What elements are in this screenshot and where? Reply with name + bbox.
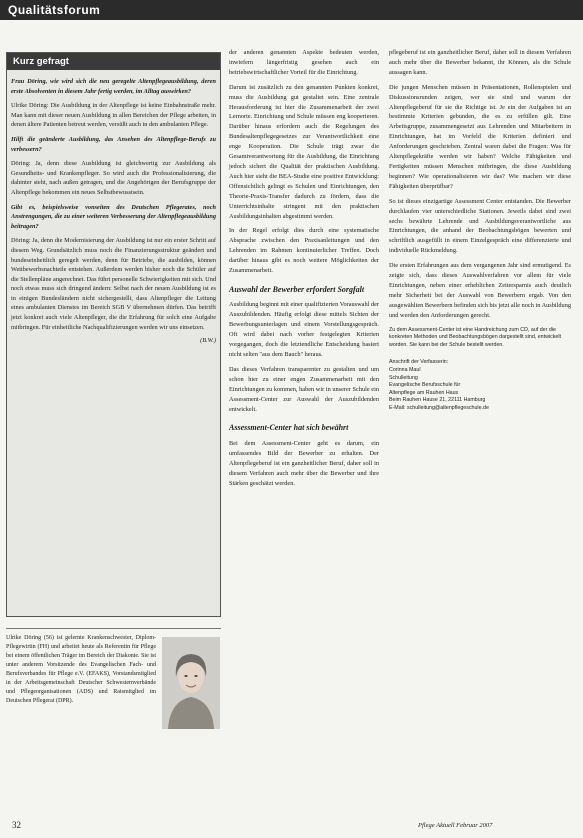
address-line: Evangelische Berufsschule für [389, 382, 461, 389]
paragraph: In der Regel erfolgt dies durch eine systematische Absprache zwischen den Praxisanleitungen und den Lehrenden im Rahmen kontinuierlicher Treffen. Doch darüber hinaus gibt es noch weitere Möglichkeiten der Zusammenarbeit. [229, 227, 379, 275]
interview-answer: Döring: Ja, denn die Modernisierung der Ausbildung ist nur ein erster Schritt auf diesem Weg. Grundsätzlich muss noch die Finanzierungsstruktur geändert und bundeseinheitlich geregelt werden, denn für Betriebe, die ausbilden, können Wettbewerbsnachteile entstehen. Außerdem werden bisher noch die Schüler auf die Stellenpläne angerechnet. Das führt personelle Schwierigkeiten mit sich. Und noch etwas muss sich dringend ändern: Selbst nach der neuen Ausbildung ist es in einigen Bundesländern nicht sichergestellt, dass Altenpfleger die Leitung eines ambulanten Dienstes im Bereich SGB V übernehmen dürfen. Das betrifft jetzt konkret auch viele Altenpfleger, die die Erfahrung für solch eine Aufgabe mitbringen. Für einheitliche Nachqualifizierungen werden wir uns einsetzen. [11, 237, 216, 331]
interview-answer: Döring: Ja, denn diese Ausbildung ist gleichwertig zur Ausbildung als Gesundheits- und Krankenpfleger. So wird auch die Professionalisierung, die dahinter steht, nach außen getragen, und die Angehörigen der Berufsgruppe der Altenpflege bekommen ein neues Selbstbewusstsein. [11, 160, 216, 196]
interview-box [6, 52, 221, 617]
interview-signature: (B.W.) [200, 337, 216, 345]
address-line: Schulleitung [389, 374, 418, 381]
paragraph: Die jungen Menschen müssen in Präsentationen, Rollenspielen und Diskussionsrunden zeigen, wer sie sind und warum der Altenpflegeberuf für sie die Richtige ist. Je ein der Aufgaben ist an bestimmte Kriterien gebunden, die es zu erfüllen gilt. Eine Arbeitsgruppe, zusammengesetzt aus Lehrenden und Mitarbeitern in Einrichtungen, hat im Vorfeld die Kriterien definiert und Anforderungen geschrieben. Zentral waren dabei die Fragen: Was für Altenpflegekräfte werden wir haben? Welche Fähigkeiten und Fertigkeiten müssen Menschen mitbringen, die diese Ausbildung beginnen? Wie operationalisieren wir das? Wie machen wir diese Fähigkeiten überprüfbar? [389, 83, 571, 190]
address-line: Beim Rauhen Hause 21, 22111 Hamburg [389, 397, 486, 404]
bio-text: Ulrike Döring (56) ist gelernte Krankenschwester, Diplom-Pflegewirtin (FH) und arbeitet heute als Referentin für Pflege bei einem öffentlichen Träger im Bereich der Diakonie. Sie ist unter anderem Vorsitzende des Evangelischen Fach- und Berufsverbandes für Pflege e.V. (EFAKS), Vorstandsmitglied in der Arbeitsgemeinschaft Deutscher Schwesternverbände und Pflegeorganisationen (ADS) und Ratsmitglied im Deutschen Pflegerat (DPR). [6, 635, 156, 704]
paragraph: Darum ist zusätzlich zu den genannten Punkten konkret, muss die Ausbildung gut gestaltet sein. Eine zentrale Herausforderung ist hier die Zusammenarbeit der zwei Lernorte. Einrichtung und Schule müssen eng kooperieren. Darüber hinaus erfordern auch die Regelungen des Bundesaltenpflegegesetzes zur Verantwortlichkeit eine enge Kooperation. Die Schule trägt zwar die Gesamtverantwortung für die Ausbildung, die Einrichtung jedoch sichert die Qualität der praktischen Ausbildung. Auch hier sieht die BEA-Studie eine positive Entwicklung: Offensichtlich gelingt es Schulen und Einrichtungen, den Theorie-Praxis-Transfer dadurch zu fördern, dass die Unterrichtsinhalte stringent mit den praktischen Ausbildungsinhalten abgestimmt werden. [229, 83, 379, 220]
section-header [0, 0, 583, 20]
author-bio [6, 628, 221, 811]
page-number: 32 [12, 820, 21, 830]
paragraph: der anderen genannten Aspekte bedeuten werden, inwiefern längerfristig gesehen auch ein betriebswirtschaftlicher Vorteil für die Einrichtung. [229, 49, 379, 76]
paragraph: Das dieses Verfahren transparenter zu gestalten und um schon hier zu einer engen Zusammenarbeit mit den Einrichtungen zu kommen, haben wir in unserer Schule ein Assessment-Center zur Auswahl der Auszubildenden entwickelt. [229, 365, 379, 413]
address-line: E-Mail: schulleitung@altenpflegeschule.de [389, 404, 489, 411]
column-2 [229, 48, 379, 493]
paragraph: pflegeberuf ist ein ganzheitlicher Beruf, daher soll in diesem Verfahren auch mehr über die Bewerber bekannt, ihr Können, als die Schule aussagen kann. [389, 49, 571, 76]
publication-name: Pflege Aktuell Februar 2007 [418, 822, 493, 829]
paragraph: Ausbildung beginnt mit einer qualifizierten Vorauswahl der Auszubildenden. Häufig erfolgt diese mittels Sichten der Bewerbungsunterlagen und einem Vorstellungsgespräch. Oft wird dabei nach vorher festgelegten Kriterien vorgegangen, doch die letztendliche Entscheidung basiert nicht selten "aus dem Bauch" heraus. [229, 301, 379, 358]
handout-note: Zu dem Assessment-Center ist eine Handreichung zum CD, auf der die konkreten Methoden und Beobachtungsbögen dargestellt sind, entwickelt worden. Sie kann bei der Schule bestellt werden. [389, 326, 561, 348]
column-3 [389, 48, 571, 413]
subheading: Assessment-Center hat sich bewährt [229, 423, 349, 433]
portrait-photo [162, 637, 220, 729]
interview-heading: Kurz gefragt [7, 53, 220, 70]
author-address [389, 359, 571, 412]
interview-question: Hilft die geänderte Ausbildung, das Ansehen des Altenpflege-Berufs zu verbessern? [11, 135, 216, 153]
address-label: Anschrift der Verfasserin: [389, 359, 449, 366]
interview-answer: Ulrike Döring: Die Ausbildung in der Altenpflege ist keine Einbahnstraße mehr. Man kann mit dieser neuen Ausbildung in allen Bereichen der Pflege arbeiten, in denen ältere Patienten betreut werden, versüßt auch in den ambulanten Pflege. [11, 102, 216, 129]
section-title: Qualitätsforum [8, 3, 101, 17]
address-line: Corinna Maul [389, 366, 421, 373]
paragraph: Bei dem Assessment-Center geht es darum, ein umfassendes Bild der Bewerber zu erhalten. Der Altenpflegeberuf ist ein ganzheitlicher Beruf, daher soll in diesem Verfahren auch mehr über die Bewerber und ihre Stärken geschätzt werden. [229, 439, 379, 487]
interview-question: Frau Döring, wie wird sich die neu geregelte Altenpflegeausbildung, deren erste Absolventen in diesem Jahr fertig werden, im Alltag auswirken? [11, 78, 216, 95]
paragraph: So ist dieses einzigartige Assessment Center entstanden. Die Bewerber durchlaufen vier unterschiedliche Stationen. Jeweils dabei sind zwei sechs bewährte Lehrende und Ausbildungsverantwortliche aus Einrichtungen, die anhand der Beobachtungsbögen bewerten und schriftlich ausgefüllt in einem Einzelgespräch eine differenzierte und individuelle Rückmeldung. [389, 197, 571, 255]
interview-question: Gibt es, beispielsweise vonseiten des Deutschen Pflegerates, noch Anstrengungen, die zu einer weiteren Verbesserung der Altenpflegeausbildung beitragen? [11, 203, 216, 230]
address-line: Altenpflege am Rauhen Haus [389, 389, 459, 396]
paragraph: Die ersten Erfahrungen aus dem vergangenen Jahr sind ermutigend. Es zeigte sich, dass dieses Auswahlverfahren vor allem für viele Einrichtungen, neben einer erheblichen Zeitersparnis auch deutlich mehr Sicherheit bei der Auswahl von Bewerbern ergab. Von den ausgewählten Bewerbern befinden sich bis jetzt alle noch in Ausbildung und werden den Anforderungen gerecht. [389, 262, 571, 319]
subheading: Auswahl der Bewerber erfordert Sorgfalt [229, 284, 365, 294]
